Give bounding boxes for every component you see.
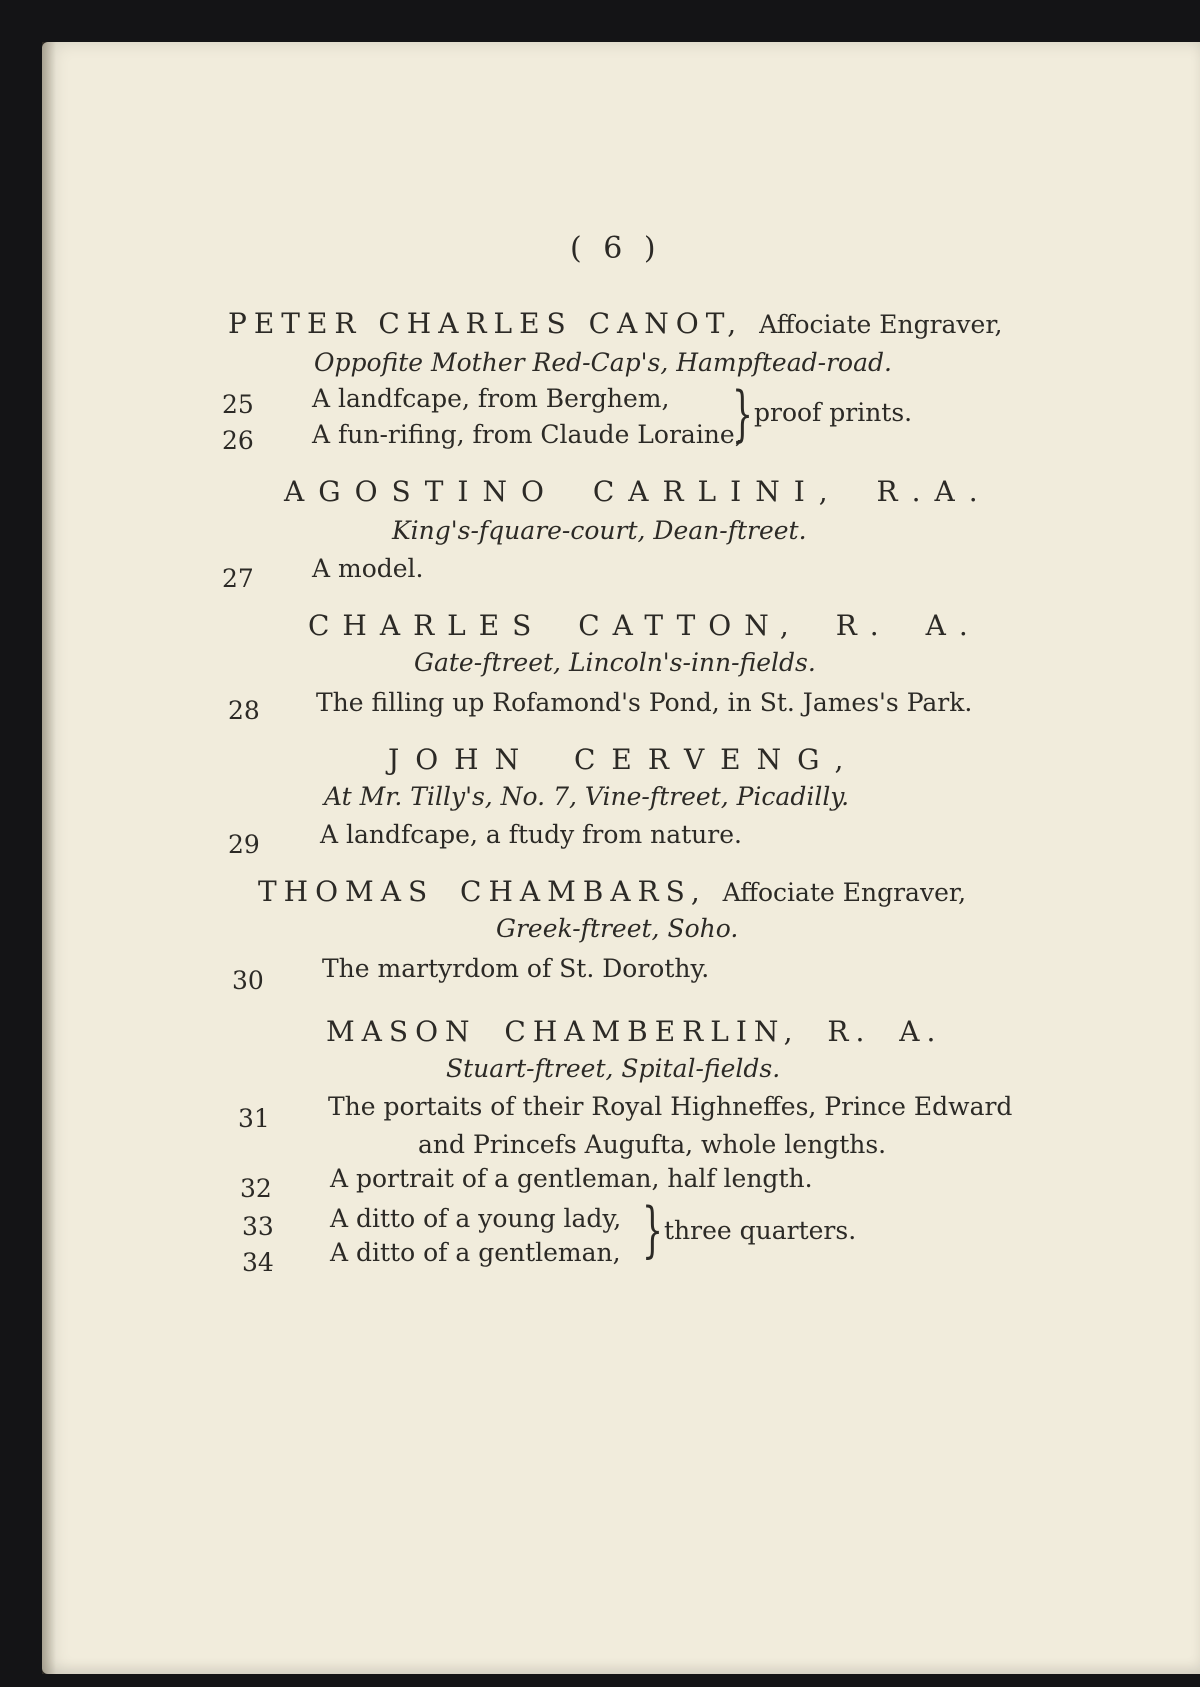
item-title: A landfcape, from Berghem,	[312, 384, 670, 413]
item-number: 25	[222, 390, 254, 419]
artist-name: JOHN CERVENG,	[388, 743, 860, 776]
item-title: The filling up Rofamond's Pond, in St. James's Park.	[316, 688, 973, 717]
artist-address: Gate-ftreet, Lincoln's-inn-fields.	[414, 648, 816, 677]
artist-name: MASON CHAMBERLIN, R. A.	[326, 1015, 943, 1048]
catalogue-page	[42, 42, 1200, 1674]
group-note: proof prints.	[754, 398, 913, 427]
item-number: 30	[232, 966, 264, 995]
artist-address: Oppofite Mother Red-Cap's, Hampftead-road.	[314, 348, 892, 377]
item-number: 32	[240, 1174, 272, 1203]
item-number: 28	[228, 696, 260, 725]
artist-address: Greek-ftreet, Soho.	[496, 914, 739, 943]
item-number: 27	[222, 564, 254, 593]
artist-address: At Mr. Tilly's, No. 7, Vine-ftreet, Picadilly.	[324, 782, 850, 811]
artist-role: Affociate Engraver,	[759, 310, 1003, 339]
item-title: A landfcape, a ftudy from nature.	[320, 820, 742, 849]
artist-address: Stuart-ftreet, Spital-fields.	[446, 1054, 781, 1083]
artist-name: CHARLES CATTON, R. A.	[308, 609, 981, 642]
item-title-continued: and Princefs Augufta, whole lengths.	[418, 1130, 887, 1159]
item-title: A model.	[312, 554, 424, 583]
item-title: A ditto of a gentleman,	[330, 1238, 621, 1267]
item-number: 31	[238, 1104, 270, 1133]
artist-name: THOMAS CHAMBARS, Affociate Engraver,	[258, 875, 967, 908]
item-title: A ditto of a young lady,	[330, 1204, 622, 1233]
brace-icon: }	[642, 1195, 664, 1265]
item-title: A fun-rifing, from Claude Loraine,	[312, 420, 743, 449]
item-title: A portrait of a gentleman, half length.	[330, 1164, 813, 1193]
item-number: 26	[222, 426, 254, 455]
artist-role: Affociate Engraver,	[722, 878, 967, 907]
item-number: 29	[228, 830, 260, 859]
page-number: ( 6 )	[570, 231, 662, 266]
artist-address: King's-fquare-court, Dean-ftreet.	[392, 516, 807, 545]
brace-icon: }	[732, 379, 754, 449]
item-title: The portaits of their Royal Highneffes, Prince Edward	[328, 1092, 1013, 1121]
artist-name: AGOSTINO CARLINI, R.A.	[284, 475, 992, 508]
item-number: 34	[242, 1248, 274, 1277]
item-number: 33	[242, 1212, 274, 1241]
group-note: three quarters.	[664, 1216, 857, 1245]
item-title: The martyrdom of St. Dorothy.	[322, 954, 710, 983]
artist-name: PETER CHARLES CANOT, Affociate Engraver,	[228, 307, 1003, 340]
